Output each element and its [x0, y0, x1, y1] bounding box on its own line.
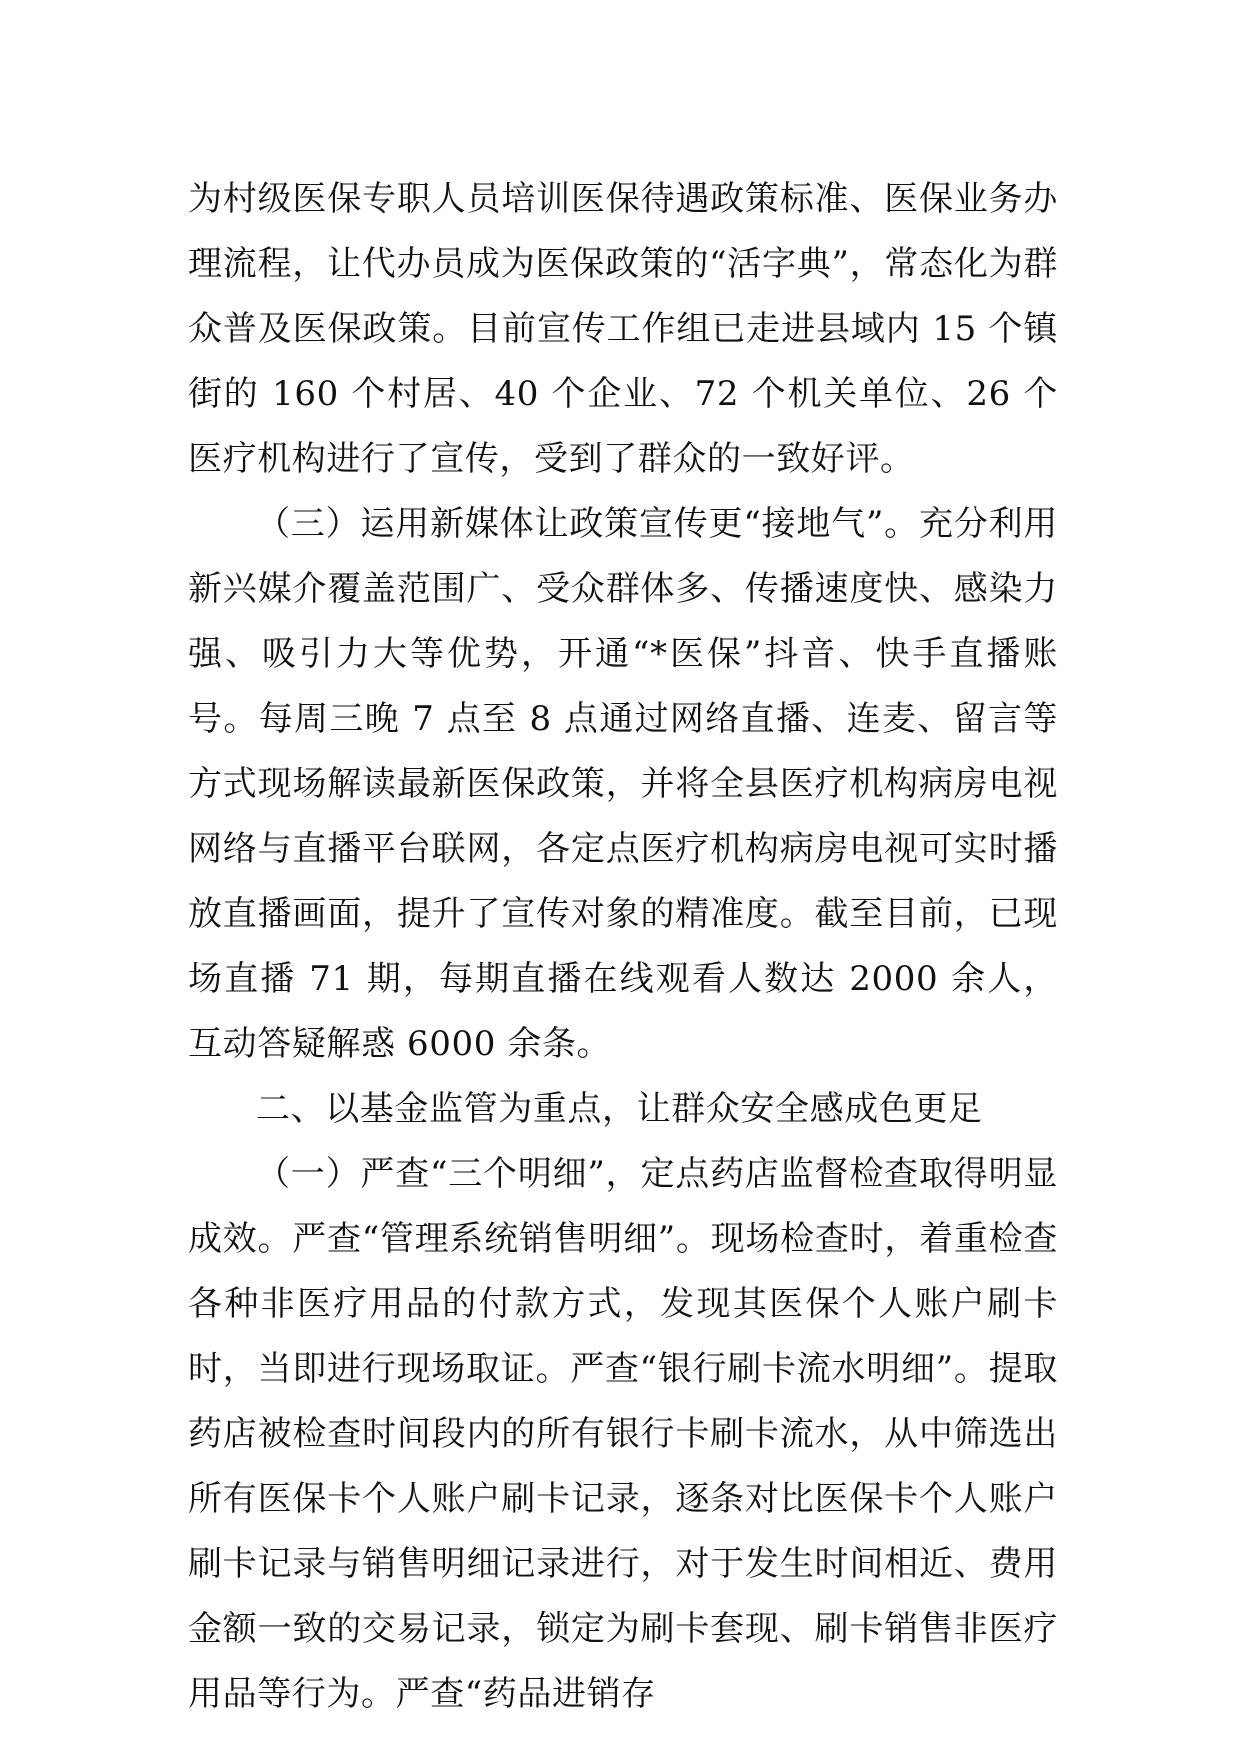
document-body [188, 167, 1058, 1727]
section-heading-fund-supervision: 二、以基金监管为重点，让群众安全感成色更足 [256, 1089, 983, 1129]
paragraph-medical-insurance-training: 为村级医保专职人员培训医保待遇政策标准、医保业务办理流程，让代办员成为医保政策的“活字典”，常态化为群众普及医保政策。目前宣传工作组已走进县域内 15 个镇街的 160 个村居、40 个企业、72 个机关单位、26 个医疗机构进行了宣传，受到了群众的一致好评。 [188, 179, 1058, 479]
paragraph-pharmacy-inspection: （一）严查“三个明细”，定点药店监督检查取得明显成效。严查“管理系统销售明细”。现场检查时，着重检查各种非医疗用品的付款方式，发现其医保个人账户刷卡时，当即进行现场取证。严查“银行刷卡流水明细”。提取药店被检查时间段内的所有银行卡刷卡流水，从中筛选出所有医保卡个人账户刷卡记录，逐条对比医保卡个人账户刷卡记录与销售明细记录进行，对于发生时间相近、费用金额一致的交易记录，锁定为刷卡套现、刷卡销售非医疗用品等行为。严查“药品进销存 [188, 1154, 1058, 1714]
paragraph-new-media-promotion: （三）运用新媒体让政策宣传更“接地气”。充分利用新兴媒介覆盖范围广、受众群体多、传播速度快、感染力强、吸引力大等优势，开通“*医保”抖音、快手直播账号。每周三晚 7 点至 8 点通过网络直播、连麦、留言等方式现场解读最新医保政策，并将全县医疗机构病房电视网络与直播平台联网，各定点医疗机构病房电视可实时播放直播画面，提升了宣传对象的精准度。截至目前，已现场直播 71 期，每期直播在线观看人数达 2000 余人，互动答疑解惑 6000 余条。 [188, 504, 1058, 1064]
